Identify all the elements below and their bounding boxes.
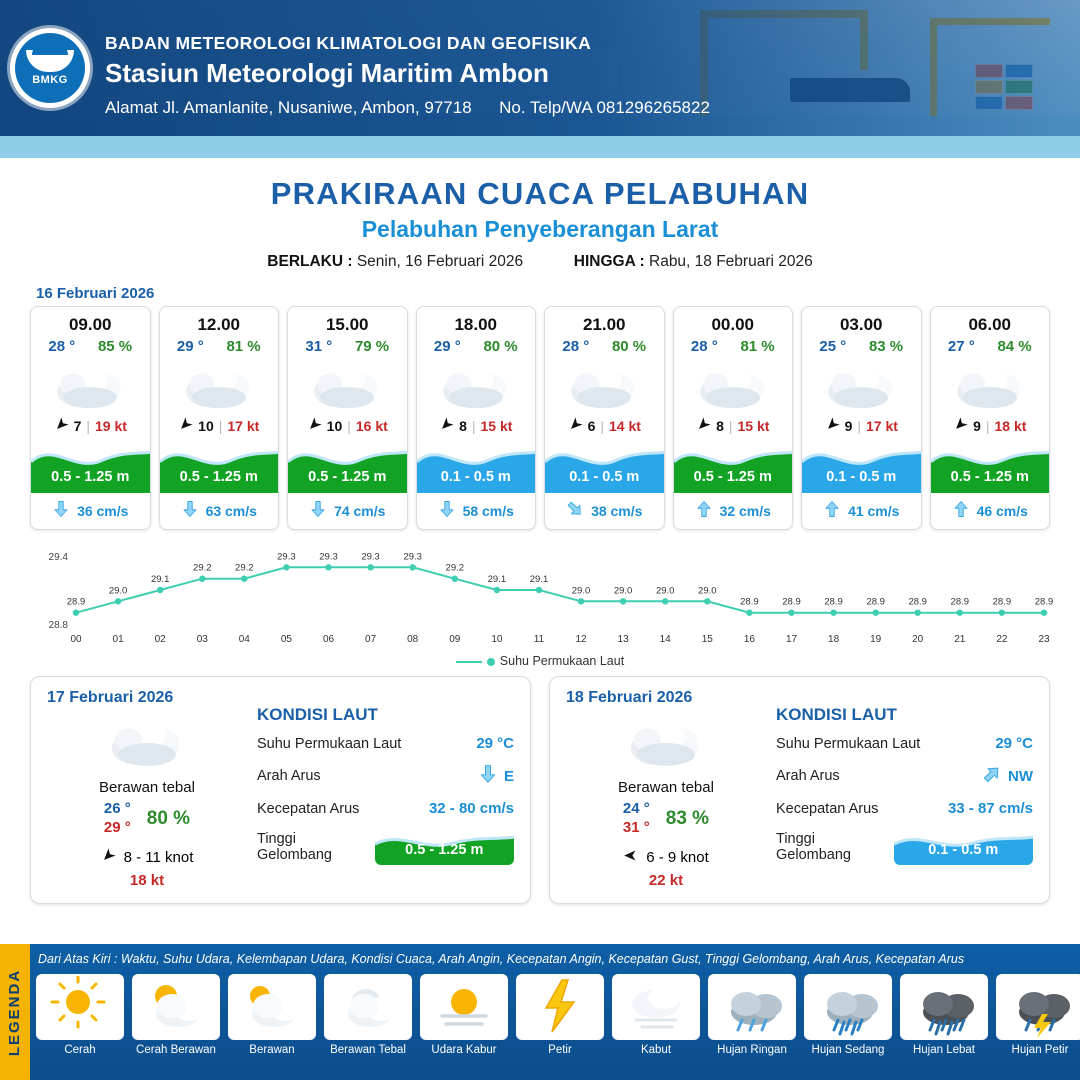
berawan-tebal-icon xyxy=(160,357,279,415)
sst-value: 29 °C xyxy=(995,735,1033,752)
legend-item-label: Hujan Sedang xyxy=(811,1044,885,1056)
current-direction-value: E xyxy=(503,767,514,785)
svg-text:29.1: 29.1 xyxy=(487,574,507,585)
hourly-current-speed: 63 cm/s xyxy=(205,502,257,519)
page-subtitle: Pelabuhan Penyeberangan Larat xyxy=(361,216,719,242)
svg-text:13: 13 xyxy=(617,634,629,645)
valid-from-label: BERLAKU : xyxy=(267,253,353,270)
legend-item-label: Udara Kabur xyxy=(431,1044,497,1056)
sun-icon xyxy=(36,974,124,1040)
svg-text:00: 00 xyxy=(70,634,82,645)
hourly-card xyxy=(673,306,794,530)
hourly-current-speed: 38 cm/s xyxy=(591,502,643,519)
wind-separator: | xyxy=(985,418,990,434)
svg-text:29.2: 29.2 xyxy=(445,562,465,574)
svg-text:11: 11 xyxy=(533,634,545,645)
moderate-rain-icon xyxy=(804,974,892,1040)
cloud-sun-icon xyxy=(228,974,316,1040)
daily-date: 18 Februari 2026 xyxy=(566,689,693,706)
hourly-wind xyxy=(931,415,1050,439)
hourly-time: 15.00 xyxy=(325,315,369,334)
hourly-card xyxy=(544,306,665,530)
wind-separator: | xyxy=(857,418,861,434)
svg-text:21: 21 xyxy=(954,634,966,645)
legend-item xyxy=(516,974,604,1056)
hourly-temperature: 29 ° xyxy=(433,338,461,355)
hourly-wave-height: 0.5 - 1.25 m xyxy=(308,469,387,485)
svg-text:29.0: 29.0 xyxy=(571,585,591,597)
hourly-wave-height: 0.5 - 1.25 m xyxy=(51,469,130,485)
current-direction-arrow-icon xyxy=(309,500,327,521)
valid-to-label: HINGGA : xyxy=(573,253,645,270)
hourly-humidity: 80 % xyxy=(483,338,518,355)
svg-text:29.0: 29.0 xyxy=(613,585,633,597)
hourly-wind xyxy=(288,415,407,439)
svg-text:09: 09 xyxy=(449,634,461,645)
current-direction-arrow-icon xyxy=(952,500,970,521)
hourly-wave xyxy=(802,439,921,493)
hourly-wind-speed: 9 xyxy=(973,418,981,434)
hourly-current-speed: 41 cm/s xyxy=(848,502,900,519)
hourly-gust: 17 kt xyxy=(227,418,260,434)
daily-condition: Berawan tebal xyxy=(618,779,714,796)
hourly-wind-speed: 10 xyxy=(198,418,214,434)
svg-text:17: 17 xyxy=(785,634,798,645)
legend-item xyxy=(36,974,124,1056)
legend-bar xyxy=(0,944,1080,1080)
legend-item-label: Cerah Berawan xyxy=(136,1044,216,1056)
hourly-current xyxy=(931,493,1050,529)
fog-icon xyxy=(612,974,700,1040)
svg-text:28.9: 28.9 xyxy=(992,596,1012,608)
svg-text:14: 14 xyxy=(659,634,671,645)
legend-item-label: Berawan xyxy=(249,1044,295,1056)
svg-text:01: 01 xyxy=(112,634,124,645)
svg-text:29.3: 29.3 xyxy=(403,551,422,563)
hourly-time: 21.00 xyxy=(582,315,626,334)
svg-text:29.3: 29.3 xyxy=(361,551,380,563)
station-name: Stasiun Meteorologi Maritim Ambon xyxy=(105,58,549,88)
berawan-tebal-icon xyxy=(417,357,536,415)
wind-direction-arrow-icon xyxy=(178,417,193,435)
hourly-wind-speed: 8 xyxy=(716,418,724,434)
daily-wind-speed: 8 - 11 knot xyxy=(123,848,194,866)
station-phone: No. Telp/WA 081296265822 xyxy=(499,98,710,117)
hourly-wind xyxy=(160,415,279,439)
current-direction-arrow-icon xyxy=(438,500,456,521)
hourly-current xyxy=(31,493,150,529)
berawan-tebal-icon xyxy=(802,357,921,415)
legend-note: Dari Atas Kiri : Waktu, Suhu Udara, Kelembapan Udara, Kondisi Cuaca, Arah Angin, Kecepatan Angin, Kecepatan Gust, Tinggi Gelombang, Arah Arus, Kecepatan Arus xyxy=(38,952,965,966)
hourly-wind xyxy=(31,415,150,439)
berawan-tebal-icon xyxy=(31,357,150,415)
svg-text:12: 12 xyxy=(575,634,587,645)
current-direction-arrow-icon xyxy=(695,500,713,521)
wind-separator: | xyxy=(728,418,733,434)
hourly-humidity: 81 % xyxy=(740,338,775,355)
hourly-time: 00.00 xyxy=(711,315,755,334)
hourly-temperature: 25 ° xyxy=(819,338,847,355)
hourly-humidity: 80 % xyxy=(611,338,647,355)
wind-direction-arrow-icon xyxy=(54,417,69,435)
hourly-current-speed: 74 cm/s xyxy=(334,502,386,519)
svg-text:28.9: 28.9 xyxy=(740,596,759,608)
legend-item-label: Berawan Tebal xyxy=(330,1044,406,1056)
current-speed-label: Kecepatan Arus xyxy=(257,800,360,817)
legend-marker xyxy=(487,658,495,666)
validity-line xyxy=(0,253,1080,271)
svg-text:28.8: 28.8 xyxy=(48,620,68,631)
hourly-wave xyxy=(288,439,407,493)
svg-text:28.9: 28.9 xyxy=(1034,596,1054,608)
wind-direction-arrow-icon xyxy=(953,417,968,435)
legend-line xyxy=(456,661,482,663)
hourly-current xyxy=(160,493,279,529)
legend-item xyxy=(324,974,412,1056)
lightning-icon xyxy=(516,974,604,1040)
svg-text:02: 02 xyxy=(154,634,166,645)
hourly-temperature: 27 ° xyxy=(947,338,975,355)
svg-text:23: 23 xyxy=(1038,634,1050,645)
current-direction-arrow-icon xyxy=(982,764,1002,788)
hourly-wave xyxy=(545,439,664,493)
svg-text:20: 20 xyxy=(912,634,924,645)
berawan-tebal-icon xyxy=(545,357,664,415)
hourly-wind-speed: 6 xyxy=(587,418,596,434)
legend-side-label: LEGENDA xyxy=(0,944,30,1080)
hourly-card xyxy=(930,306,1051,530)
berawan-tebal-icon xyxy=(931,357,1050,415)
daily-wind xyxy=(47,848,247,867)
hourly-temperature: 28 ° xyxy=(562,338,590,355)
legend-item-label: Hujan Petir xyxy=(1011,1044,1069,1056)
page-title: PRAKIRAAN CUACA PELABUHAN xyxy=(270,176,810,211)
thunderstorm-icon xyxy=(996,974,1080,1040)
hourly-humidity: 83 % xyxy=(868,338,904,355)
agency-name: BADAN METEOROLOGI KLIMATOLOGI DAN GEOFISIKA xyxy=(105,33,592,53)
daily-temp-min: 26 ° xyxy=(103,800,131,817)
hourly-time: 09.00 xyxy=(68,315,112,334)
hourly-current-speed: 58 cm/s xyxy=(462,502,514,519)
hourly-gust: 19 kt xyxy=(95,418,127,434)
light-rain-icon xyxy=(708,974,796,1040)
hourly-humidity: 85 % xyxy=(97,338,133,355)
sst-label: Suhu Permukaan Laut xyxy=(776,735,921,752)
svg-text:29.0: 29.0 xyxy=(698,585,717,597)
hourly-gust: 18 kt xyxy=(994,418,1027,434)
daily-humidity: 83 % xyxy=(665,807,710,829)
current-direction-label: Arah Arus xyxy=(776,768,840,784)
bmkg-logo xyxy=(10,28,90,108)
current-speed-value: 32 - 80 cm/s xyxy=(428,800,514,817)
wave-height-label: Tinggi Gelombang xyxy=(257,831,332,863)
hourly-time: 12.00 xyxy=(197,315,241,334)
hourly-current xyxy=(674,493,793,529)
wind-direction-arrow-icon xyxy=(696,417,711,435)
heavy-rain-icon xyxy=(900,974,988,1040)
hourly-wind-speed: 10 xyxy=(326,418,343,434)
svg-text:29.1: 29.1 xyxy=(150,574,170,585)
svg-text:29.3: 29.3 xyxy=(277,551,296,563)
svg-text:29.0: 29.0 xyxy=(108,585,128,597)
daily-condition: Berawan tebal xyxy=(99,779,195,796)
svg-text:29.4: 29.4 xyxy=(48,552,68,563)
sea-condition-title: KONDISI LAUT xyxy=(776,705,897,724)
hourly-card xyxy=(159,306,280,530)
hourly-card xyxy=(416,306,537,530)
legend-item-label: Hujan Lebat xyxy=(912,1044,976,1056)
hourly-wave-height: 0.1 - 0.5 m xyxy=(440,469,511,485)
contact-line xyxy=(105,98,710,118)
hourly-gust: 16 kt xyxy=(355,418,388,434)
svg-text:28.9: 28.9 xyxy=(66,596,86,608)
sst-chart xyxy=(24,542,1056,652)
svg-text:28.9: 28.9 xyxy=(950,596,970,608)
hourly-date: 16 Februari 2026 xyxy=(36,285,155,302)
hourly-current xyxy=(802,493,921,529)
sun-cloud-icon xyxy=(132,974,220,1040)
svg-text:10: 10 xyxy=(491,634,503,645)
current-direction-arrow-icon xyxy=(181,500,199,521)
daily-temp-max: 29 ° xyxy=(103,818,131,836)
hourly-wind xyxy=(417,415,536,439)
svg-text:28.9: 28.9 xyxy=(824,596,843,608)
svg-text:16: 16 xyxy=(743,634,755,645)
wind-direction-arrow-icon xyxy=(101,848,116,867)
page-header xyxy=(0,0,1080,158)
valid-from-value: Senin, 16 Februari 2026 xyxy=(356,253,524,270)
hourly-humidity: 84 % xyxy=(997,338,1032,355)
svg-text:05: 05 xyxy=(280,634,292,645)
svg-text:04: 04 xyxy=(238,634,250,645)
hourly-gust: 14 kt xyxy=(609,418,641,434)
hourly-wind-speed: 7 xyxy=(73,418,82,434)
station-address: Alamat Jl. Amanlanite, Nusaniwe, Ambon, 97718 xyxy=(105,98,472,117)
hourly-humidity: 81 % xyxy=(226,338,261,355)
bmkg-logo-label: BMKG xyxy=(32,74,68,86)
hourly-wave-height: 0.5 - 1.25 m xyxy=(179,469,258,485)
daily-wind-speed: 6 - 9 knot xyxy=(646,848,709,866)
legend-item-label: Hujan Ringan xyxy=(717,1044,787,1056)
chart-legend xyxy=(0,654,1080,668)
svg-text:28.9: 28.9 xyxy=(908,596,927,608)
hourly-current-speed: 32 cm/s xyxy=(719,502,771,519)
hourly-gust: 17 kt xyxy=(866,418,898,434)
hourly-wave xyxy=(31,439,150,493)
hourly-time: 18.00 xyxy=(454,315,498,334)
hourly-wave-height: 0.5 - 1.25 m xyxy=(950,469,1029,485)
wind-direction-arrow-icon xyxy=(825,417,840,435)
svg-text:07: 07 xyxy=(365,634,377,645)
daily-forecast-panel xyxy=(549,676,1050,904)
wind-direction-arrow-icon xyxy=(568,417,583,435)
legend-item xyxy=(708,974,796,1056)
wave-height-label: Tinggi Gelombang xyxy=(776,831,851,863)
hourly-wave xyxy=(931,439,1050,493)
hourly-wave-height: 0.1 - 0.5 m xyxy=(569,469,640,485)
hourly-wave-height: 0.1 - 0.5 m xyxy=(826,469,897,485)
svg-text:29.2: 29.2 xyxy=(193,562,212,574)
hourly-wave xyxy=(674,439,793,493)
daily-forecast-panel xyxy=(30,676,531,904)
berawan-tebal-icon xyxy=(674,357,793,415)
berawan-tebal-icon xyxy=(566,711,766,773)
berawan-tebal-icon xyxy=(288,357,407,415)
svg-text:08: 08 xyxy=(407,634,419,645)
wind-separator: | xyxy=(471,418,476,434)
wind-direction-arrow-icon xyxy=(307,417,322,435)
daily-wave-pill xyxy=(375,829,514,865)
legend-item xyxy=(612,974,700,1056)
daily-wind xyxy=(566,848,766,867)
svg-text:29.1: 29.1 xyxy=(529,574,549,585)
haze-icon xyxy=(420,974,508,1040)
daily-wave-pill xyxy=(894,829,1033,865)
hourly-wind-speed: 9 xyxy=(844,418,853,434)
hourly-gust: 15 kt xyxy=(737,418,770,434)
current-direction-arrow-icon xyxy=(823,500,841,521)
sea-condition-title: KONDISI LAUT xyxy=(257,705,378,724)
hourly-current xyxy=(545,493,664,529)
valid-to-value: Rabu, 18 Februari 2026 xyxy=(649,253,813,270)
svg-text:29.3: 29.3 xyxy=(319,551,338,563)
sst-value: 29 °C xyxy=(476,735,514,752)
daily-humidity: 80 % xyxy=(146,807,191,829)
legend-label: Suhu Permukaan Laut xyxy=(499,654,625,668)
legend-item xyxy=(228,974,316,1056)
legend-item xyxy=(420,974,508,1056)
wind-separator: | xyxy=(218,418,223,434)
svg-text:03: 03 xyxy=(196,634,208,645)
hourly-card xyxy=(287,306,408,530)
legend-item xyxy=(804,974,892,1056)
hourly-wind xyxy=(545,415,664,439)
hourly-current-speed: 36 cm/s xyxy=(77,502,129,519)
current-direction-arrow-icon xyxy=(478,764,498,788)
daily-temp-max: 31 ° xyxy=(622,818,650,836)
hourly-time: 06.00 xyxy=(968,315,1012,334)
svg-text:19: 19 xyxy=(870,634,882,645)
hourly-wind xyxy=(674,415,793,439)
hourly-temperature: 28 ° xyxy=(48,338,76,355)
legend-item xyxy=(900,974,988,1056)
daily-forecast-panels xyxy=(0,668,1080,904)
hourly-current xyxy=(288,493,407,529)
legend-item xyxy=(996,974,1080,1056)
wind-direction-arrow-icon xyxy=(439,417,454,435)
svg-text:29.0: 29.0 xyxy=(655,585,675,597)
hourly-forecast-list xyxy=(0,306,1080,530)
hourly-card xyxy=(30,306,151,530)
legend-icon-list xyxy=(36,974,1080,1056)
svg-text:28.9: 28.9 xyxy=(782,596,801,608)
hourly-current xyxy=(417,493,536,529)
hourly-temperature: 29 ° xyxy=(176,338,204,355)
daily-gust: 18 kt xyxy=(129,871,165,889)
legend-item-label: Kabut xyxy=(640,1044,672,1056)
hourly-wave-height: 0.5 - 1.25 m xyxy=(693,469,772,485)
current-direction-value: NW xyxy=(1008,767,1033,785)
hourly-humidity: 79 % xyxy=(354,338,390,355)
svg-text:29.2: 29.2 xyxy=(235,562,254,574)
daily-wave-value: 0.1 - 0.5 m xyxy=(928,842,999,858)
hourly-gust: 15 kt xyxy=(480,418,513,434)
hourly-wave xyxy=(160,439,279,493)
daily-temp-min: 24 ° xyxy=(622,800,650,817)
wind-separator: | xyxy=(86,418,90,434)
hourly-wave xyxy=(417,439,536,493)
hourly-temperature: 31 ° xyxy=(305,338,333,355)
svg-text:15: 15 xyxy=(701,634,713,645)
hourly-current-speed: 46 cm/s xyxy=(976,502,1028,519)
berawan-tebal-icon xyxy=(47,711,247,773)
wind-separator: | xyxy=(600,418,604,434)
hourly-wind xyxy=(802,415,921,439)
current-direction-arrow-icon xyxy=(52,500,70,521)
svg-text:22: 22 xyxy=(996,634,1008,645)
current-direction-label: Arah Arus xyxy=(257,768,321,784)
current-speed-label: Kecepatan Arus xyxy=(776,800,879,817)
wind-direction-arrow-icon xyxy=(623,848,638,867)
sst-label: Suhu Permukaan Laut xyxy=(257,735,402,752)
heavy-cloud-icon xyxy=(324,974,412,1040)
hourly-card xyxy=(801,306,922,530)
wind-separator: | xyxy=(347,418,351,434)
current-speed-value: 33 - 87 cm/s xyxy=(947,800,1033,817)
daily-date: 17 Februari 2026 xyxy=(47,689,174,706)
legend-item xyxy=(132,974,220,1056)
svg-text:28.9: 28.9 xyxy=(866,596,885,608)
legend-item-label: Cerah xyxy=(64,1044,96,1056)
hourly-wind-speed: 8 xyxy=(459,418,467,434)
legend-item-label: Petir xyxy=(548,1044,572,1056)
hourly-temperature: 28 ° xyxy=(690,338,718,355)
svg-text:18: 18 xyxy=(828,634,840,645)
svg-text:06: 06 xyxy=(322,634,335,645)
hourly-time: 03.00 xyxy=(839,315,883,334)
daily-gust: 22 kt xyxy=(648,871,684,889)
daily-wave-value: 0.5 - 1.25 m xyxy=(405,842,484,858)
current-direction-arrow-icon xyxy=(566,500,584,521)
